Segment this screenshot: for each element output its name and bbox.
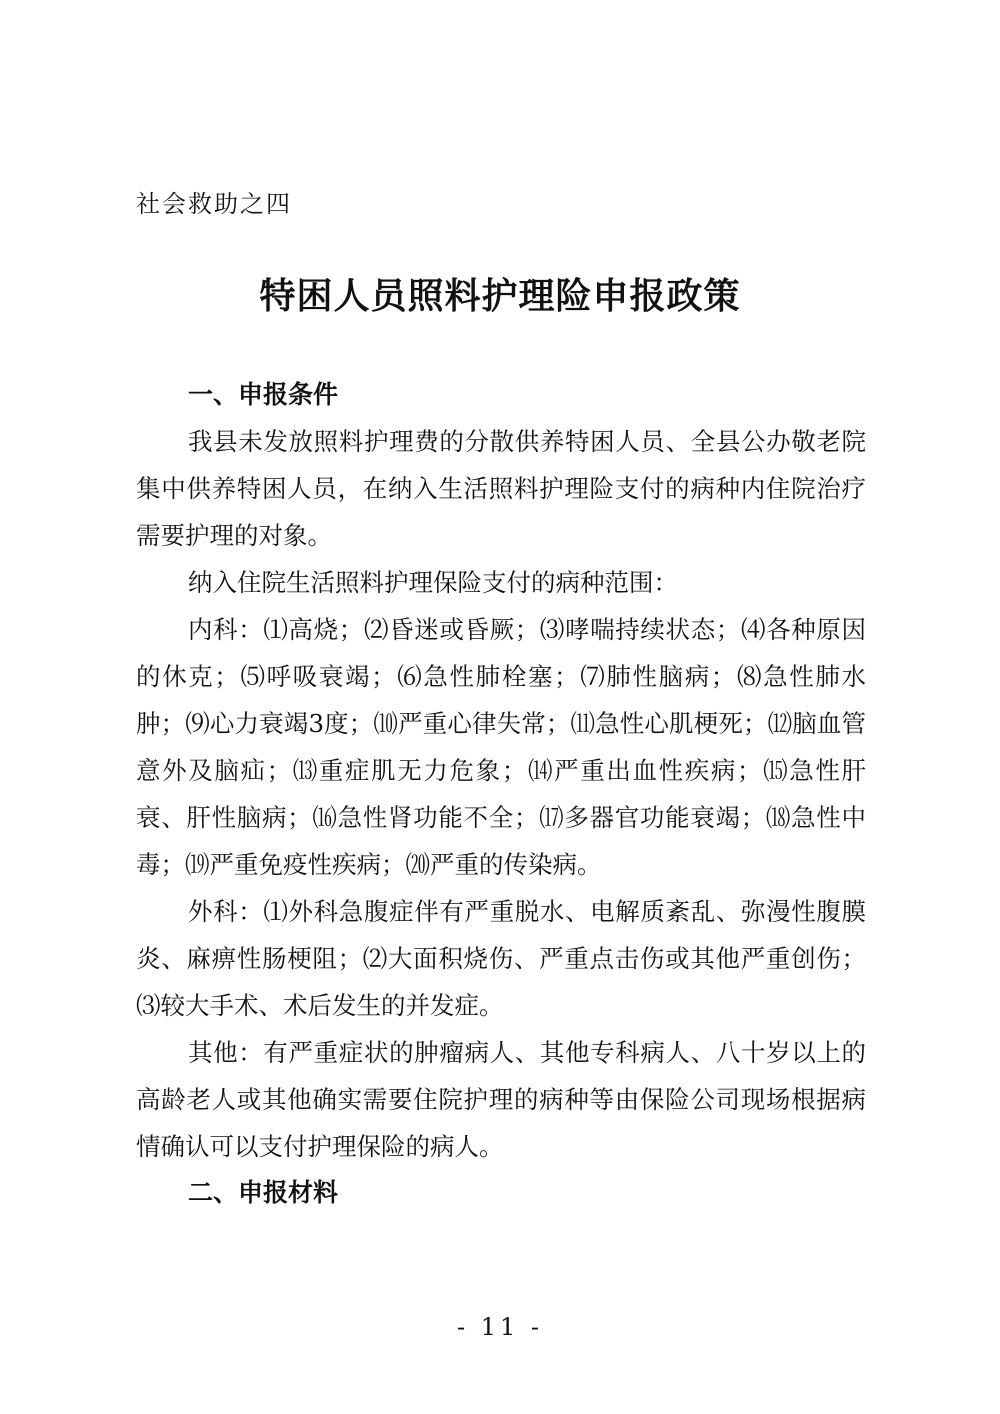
paragraph-eligibility: 我县未发放照料护理费的分散供养特困人员、全县公办敬老院集中供养特困人员，在纳入生活照料护理险支付的病种内住院治疗需要护理的对象。 bbox=[136, 427, 866, 550]
paragraph-scope-intro: 纳入住院生活照料护理保险支付的病种范围： bbox=[188, 568, 678, 597]
page-number: - 11 - bbox=[456, 1313, 543, 1341]
section-heading-materials: 二、申报材料 bbox=[188, 1178, 339, 1207]
section-heading-requirements: 一、申报条件 bbox=[188, 380, 339, 409]
paragraph-internal-medicine: 内科：⑴高烧；⑵昏迷或昏厥；⑶哮喘持续状态；⑷各种原因的休克；⑸呼吸衰竭；⑹急性肺栓塞；⑺肺性脑病；⑻急性肺水肿；⑼心力衰竭3度；⑽严重心律失常；⑾急性心肌梗死；⑿脑血管意外及脑疝；⒀重症肌无力危象；⒁严重出血性疾病；⒂急性肝衰、肝性脑病；⒃急性肾功能不全；⒄多器官功能衰竭；⒅急性中毒；⒆严重免疫性疾病；⒇严重的传染病。 bbox=[136, 615, 866, 879]
paragraph-other: 其他：有严重症状的肿瘤病人、其他专科病人、八十岁以上的高龄老人或其他确实需要住院护理的病种等由保险公司现场根据病情确认可以支付护理保险的病人。 bbox=[136, 1038, 866, 1161]
document-body bbox=[136, 372, 866, 1216]
document-title: 特困人员照料护理险申报政策 bbox=[259, 275, 741, 317]
paragraph-surgery: 外科：⑴外科急腹症伴有严重脱水、电解质紊乱、弥漫性腹膜炎、麻痹性肠梗阻；⑵大面积烧伤、严重点击伤或其他严重创伤；⑶较大手术、术后发生的并发症。 bbox=[136, 897, 866, 1020]
series-label: 社会救助之四 bbox=[136, 190, 292, 218]
